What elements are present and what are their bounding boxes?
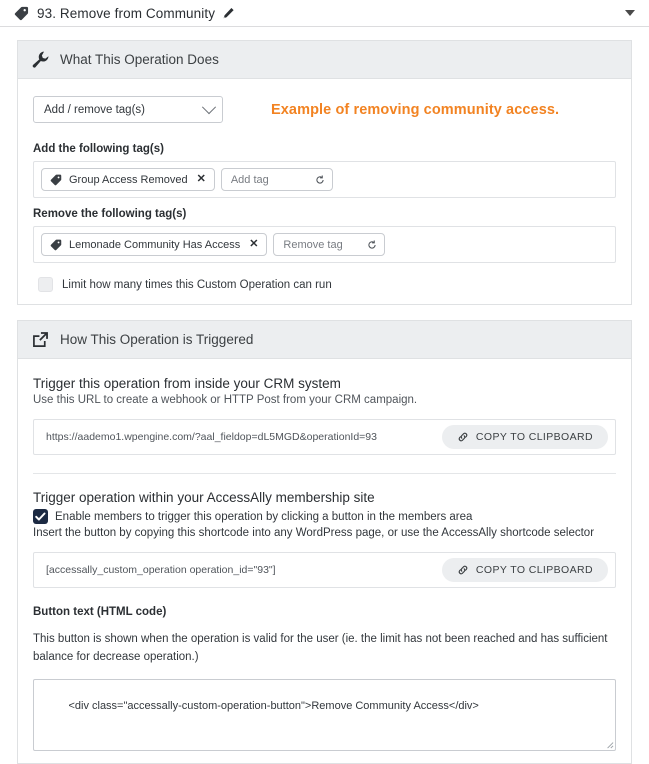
button-text-description: This button is shown when the operation is valid for the user (ie. the limit has not been reached and has sufficient balance for decrease operation.)	[33, 633, 608, 663]
limit-runs-label: Limit how many times this Custom Operation can run	[62, 278, 332, 291]
chevron-down-icon	[202, 100, 216, 114]
resize-handle[interactable]	[603, 738, 614, 749]
button-text-label: Button text (HTML code)	[33, 606, 167, 618]
add-tag-placeholder: Add tag	[230, 173, 269, 186]
share-export-icon	[32, 331, 49, 348]
wrench-icon	[32, 51, 49, 68]
remove-tag-chip-icon[interactable]: ✕	[196, 173, 206, 185]
tag-chip-label: Lemonade Community Has Access	[69, 238, 241, 251]
operation-type-select[interactable]	[33, 96, 223, 123]
button-html-value: <div class="accessally-custom-operation-button">Remove Community Access</div>	[68, 699, 479, 712]
pencil-icon[interactable]	[222, 7, 235, 20]
remove-tag-chip-icon[interactable]: ✕	[249, 238, 259, 250]
operation-type-row	[33, 96, 616, 123]
how-triggered-panel	[17, 320, 632, 764]
shortcode-value: [accessally_custom_operation operation_id="93"]	[46, 564, 276, 576]
panel-title-operation: What This Operation Does	[60, 52, 219, 67]
tag-icon	[50, 174, 62, 186]
link-icon	[457, 431, 469, 443]
example-callout: Example of removing community access.	[271, 101, 560, 118]
crm-url-value: https://aademo1.wpengine.com/?aal_fieldop=dL5MGD&operationId=93	[46, 431, 377, 443]
copy-shortcode-button[interactable]	[442, 558, 608, 582]
operation-type-value: Add / remove tag(s)	[44, 103, 145, 116]
copy-shortcode-label: COPY TO CLIPBOARD	[475, 564, 593, 576]
membership-section-title: Trigger operation within your AccessAlly membership site	[33, 490, 375, 505]
add-tags-label: Add the following tag(s)	[33, 143, 164, 155]
panel-header-operation	[18, 41, 631, 79]
shortcode-note: Insert the button by copying this shortcode into any WordPress page, or use the AccessAlly shortcode selector	[33, 527, 595, 539]
chevron-down-icon[interactable]	[625, 10, 635, 16]
add-tag-input[interactable]	[221, 168, 333, 191]
link-icon	[457, 564, 469, 576]
crm-section-subtitle: Use this URL to create a webhook or HTTP Post from your CRM campaign.	[33, 394, 418, 406]
panel-body-operation	[18, 79, 631, 304]
copy-crm-url-button[interactable]	[442, 425, 608, 449]
refresh-icon	[367, 240, 377, 250]
remove-tags-field[interactable]	[33, 226, 616, 263]
shortcode-field[interactable]	[33, 552, 616, 588]
tag-chip[interactable]	[41, 233, 267, 256]
remove-tag-input[interactable]	[273, 233, 385, 256]
remove-tag-placeholder: Remove tag	[283, 238, 343, 251]
operation-title: 93. Remove from Community	[37, 5, 216, 21]
tag-chip-label: Group Access Removed	[69, 173, 188, 186]
remove-tags-label: Remove the following tag(s)	[33, 208, 187, 220]
page-content	[0, 27, 649, 764]
what-operation-does-panel	[17, 40, 632, 305]
copy-crm-url-label: COPY TO CLIPBOARD	[475, 431, 593, 443]
window-titlebar	[0, 0, 649, 27]
panel-header-trigger	[18, 321, 631, 359]
button-html-textarea[interactable]	[33, 679, 616, 751]
crm-section-title: Trigger this operation from inside your CRM system	[33, 376, 341, 391]
section-divider	[33, 473, 616, 474]
enable-members-checkbox[interactable]	[33, 509, 48, 524]
crm-url-field[interactable]	[33, 419, 616, 455]
refresh-icon	[315, 175, 325, 185]
tag-chip[interactable]	[41, 168, 215, 191]
panel-title-trigger: How This Operation is Triggered	[60, 332, 254, 347]
enable-members-label: Enable members to trigger this operation by clicking a button in the members area	[55, 510, 473, 523]
tag-icon	[50, 239, 62, 251]
limit-runs-row[interactable]	[33, 277, 616, 292]
add-tags-field[interactable]	[33, 161, 616, 198]
limit-runs-checkbox[interactable]	[38, 277, 53, 292]
check-icon	[33, 509, 48, 524]
enable-members-row[interactable]	[33, 509, 616, 524]
tag-icon	[14, 6, 29, 21]
panel-body-trigger	[18, 359, 631, 763]
